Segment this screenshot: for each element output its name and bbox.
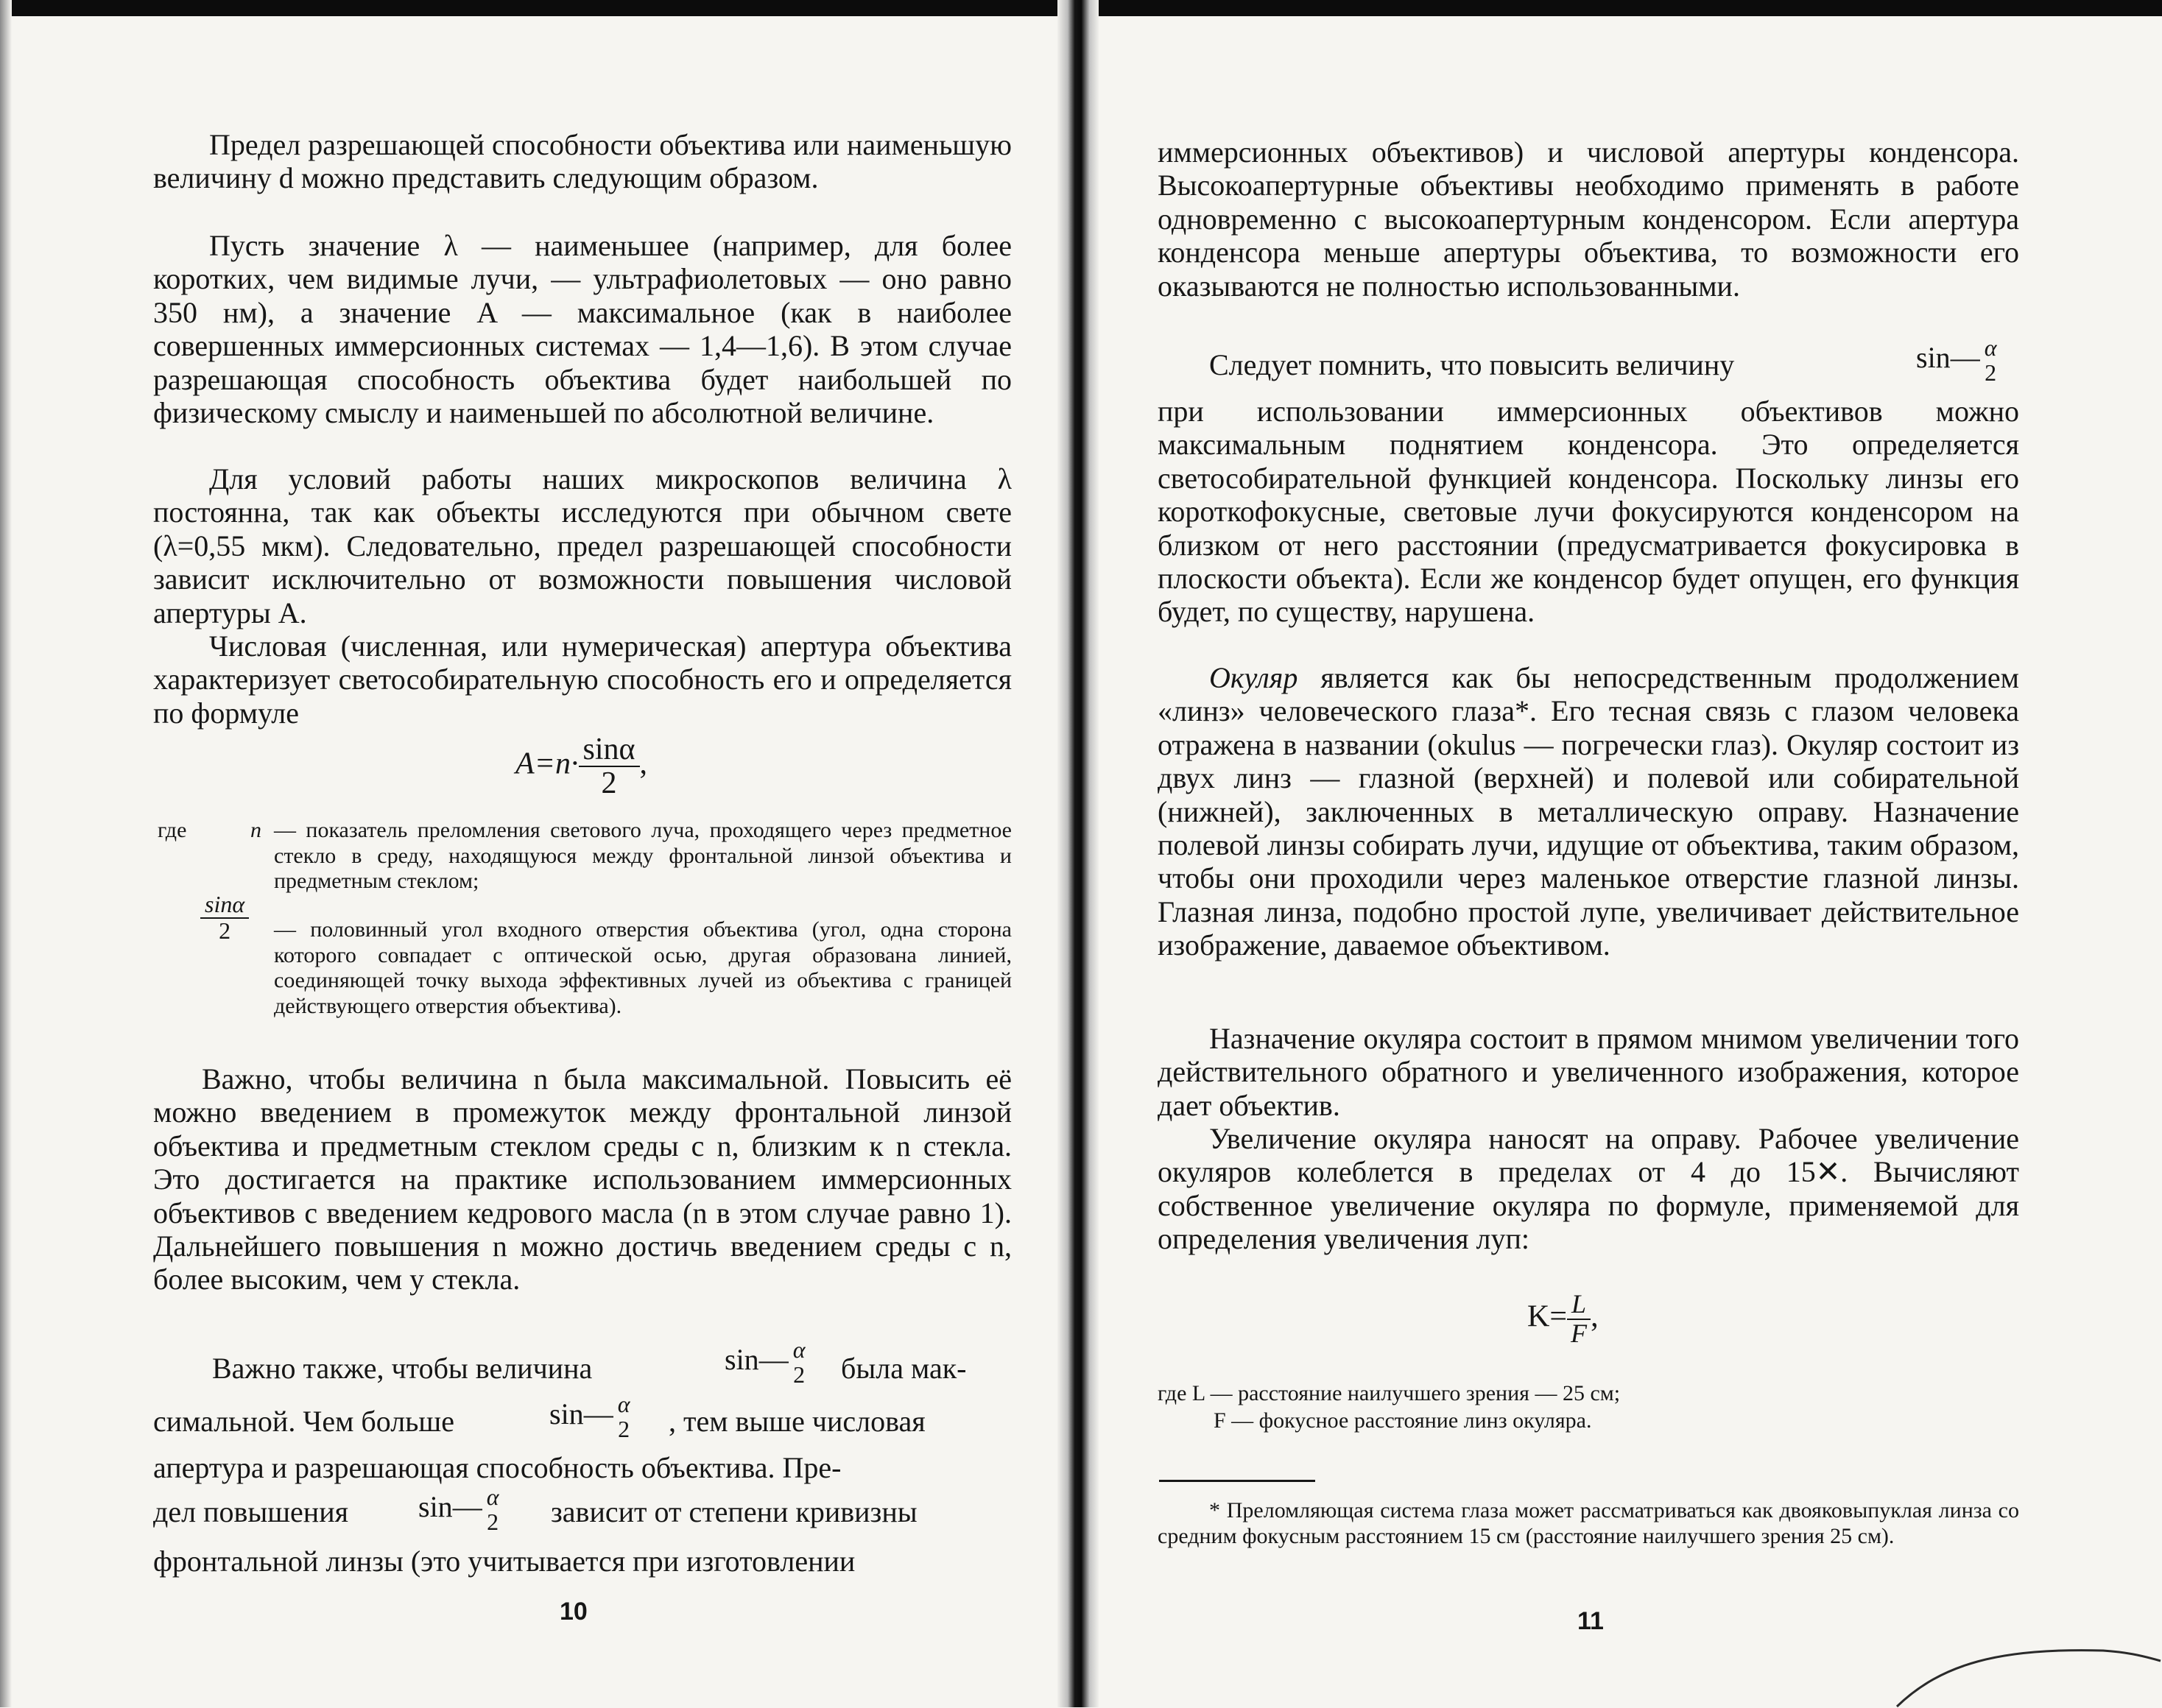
two: 2 [793,1361,806,1388]
left-page-number: 10 [560,1598,588,1626]
sin-text: sin [1916,340,1951,374]
legend-where: где [158,818,187,842]
pencil-mark [1882,1642,2162,1708]
p6-sin-3: sin— α 2 [418,1485,503,1534]
right-legend-1: где L — расстояние наилучшего зрения — 25 см; [1158,1381,1621,1405]
p6-line2-a: симальной. Чем больше [153,1405,454,1438]
left-paragraph-3: Для условий работы наших микроскопов величина λ постоянна, так как объекты исследуются при обычном свете (λ=0,55 мкм). Следовательно, предел разрешающей способности зависит исключительно от возможности повышения числовой апертуры A. [153,462,1012,629]
right-paragraph-1: иммерсионных объективов) и числовой апертуры конденсора. Высокоапертурные объективы необходимо применять в работе одновременно с высокоапертурным конденсором. Если апертура конденсора меньше апертуры объектива, то возможности его оказываются не полностью использованными. [1158,135,2019,303]
right-paragraph-4: Назначение окуляра состоит в прямом мнимом увеличении того действительного обратного и увеличенного изображения, которое дает объектив. [1158,1022,2019,1122]
legend-n-symbol: n [250,818,261,842]
right-paragraph-3-text: является как бы непосредственным продолжением «линз» человеческого глаза*. Его тесная связь с глазом человека отражена в названии (okulus — погречески глаз). Окуляр состоит из двух линз — глазной (верхней) и полевой или собирательной (нижней), заключенных в металлическую оправу. Назначение полевой линзы собирать лучи, идущие от объектива, таким образом, чтобы они проходили через маленькое отверстие глазной линзы. Глазная линза, подобно простой лупе, увеличивает действительное изображение, даваемое объективом. [1158,661,2019,962]
sin-text: sin [418,1489,453,1523]
left-paragraph-2: Пусть значение λ — наименьшее (например, для более коротких, чем видимые лучи, — ультрафиолетовых — оно равно 350 нм), а значение A — максимальное (как в наиболее совершенных иммерсионных системах — 1,4—1,6). В этом случае разрешающая способность объектива будет наибольшей по физическому смыслу и наименьшей по абсолютной величине. [153,229,1012,430]
right-legend-2: F — фокусное расстояние линз окуляра. [1214,1408,1592,1433]
two: 2 [1985,359,1997,386]
p6-line5: фронтальной линзы (это учитывается при изготовлении [153,1545,856,1578]
left-paragraph-5: Важно, чтобы величина n была максимальной. Повысить её можно введением в промежуток между фронтальной линзой объектива и предметным стеклом среды с n, близким к n стекла. Это достигается на практике использованием иммерсионных объективов с введением кедрового масла (n в этом случае равно 1). Дальнейшего повышения n можно достичь введением среды с n, более высоким, чем у стекла. [153,1062,1012,1296]
right-p2-sin: sin— α 2 [1916,336,2001,385]
formula-numerator: sinα [579,733,640,767]
aperture-formula [515,733,647,800]
right-paragraph-2-rest: при использовании иммерсионных объективов можно максимальным поднятием конденсора. Это определяется светособирательной функцией конденсора. Поскольку линзы его короткофокусные, световые лучи фокусируются конденсором на близком от него расстоянии (предусматривается фокусировка в плоскости объекта). Если же конденсор будет опущен, его функция будет, по существу, нарушена. [1158,395,2019,629]
legend-sin-text: — половинный угол входного отверстия объектива (угол, одна сторона которого совпадает с оптической осью, другая образована линией, соединяющей точку выхода эффективных лучей из объектива с границей действующего отверстия объектива). [274,917,1012,1019]
formula-denominator: 2 [601,766,617,801]
formula-lhs: A=n· [515,747,579,781]
eyepiece-formula [1527,1291,1599,1348]
two: 2 [618,1415,630,1442]
formula-denominator: F [1571,1318,1588,1348]
p6-sin-2: sin— α 2 [549,1392,634,1441]
book-gutter [1057,0,1099,1707]
formula-lhs: K= [1527,1299,1568,1334]
left-paragraph-4: Числовая (численная, или нумерическая) апертура объектива характеризует светособирательную способность его и определяется по формуле [153,629,1012,730]
formula-trail: , [639,747,648,781]
p6-line2-b: , тем выше числовая [669,1405,926,1438]
formula-fraction [579,733,640,800]
right-page-number: 11 [1577,1607,1604,1635]
alpha: α [1984,334,1997,361]
right-paragraph-5: Увеличение окуляра наносят на оправу. Рабочее увеличение окуляров колеблется в пределах от 4 до 15✕. Вычисляют собственное увеличение окуляра по формуле, применяемой для определения увеличения луп: [1158,1122,2019,1256]
sin-text: sin [549,1397,584,1430]
legend-sin-fraction [200,892,249,943]
p6-line1-b: была мак- [841,1352,967,1385]
p6-line3: апертура и разрешающая способность объектива. Пре- [153,1451,842,1484]
right-p2-line1: Следует помнить, что повысить величину [1209,348,1735,381]
alpha: α [617,1391,630,1417]
footnote-rule [1159,1480,1315,1482]
left-paragraph-1: Предел разрешающей способности объектива или наименьшую величину d можно представить следующим образом. [153,128,1012,195]
right-paragraph-3 [1158,661,2019,962]
footnote: * Преломляющая система глаза может рассматриваться как двояковыпуклая линза со средним фокусным расстоянием 15 см (расстояние наилучшего зрения 25 см). [1158,1498,2019,1548]
alpha: α [486,1483,499,1510]
two: 2 [487,1508,499,1535]
right-page [1099,0,2162,1707]
left-page [0,0,1057,1707]
formula-numerator: L [1567,1291,1591,1320]
okular-term: Окуляр [1209,661,1298,694]
p6-line4-b: зависит от степени кривизны [551,1495,918,1528]
sin-text: sin [725,1342,759,1376]
legend-sin-denominator: 2 [219,917,231,944]
legend-sin-numerator: sinα [200,892,249,919]
alpha: α [792,1336,806,1363]
p6-sin-1: sin— α 2 [725,1338,809,1387]
p6-line1-a: Важно также, чтобы величина [212,1352,593,1385]
formula-trail: , [1591,1299,1599,1334]
p6-line4-a: дел повышения [153,1495,348,1528]
legend-n-text: — показатель преломления светового луча, проходящего через предметное стекло в среду, находящуюся между фронтальной линзой объектива и предметным стеклом; [274,818,1012,894]
